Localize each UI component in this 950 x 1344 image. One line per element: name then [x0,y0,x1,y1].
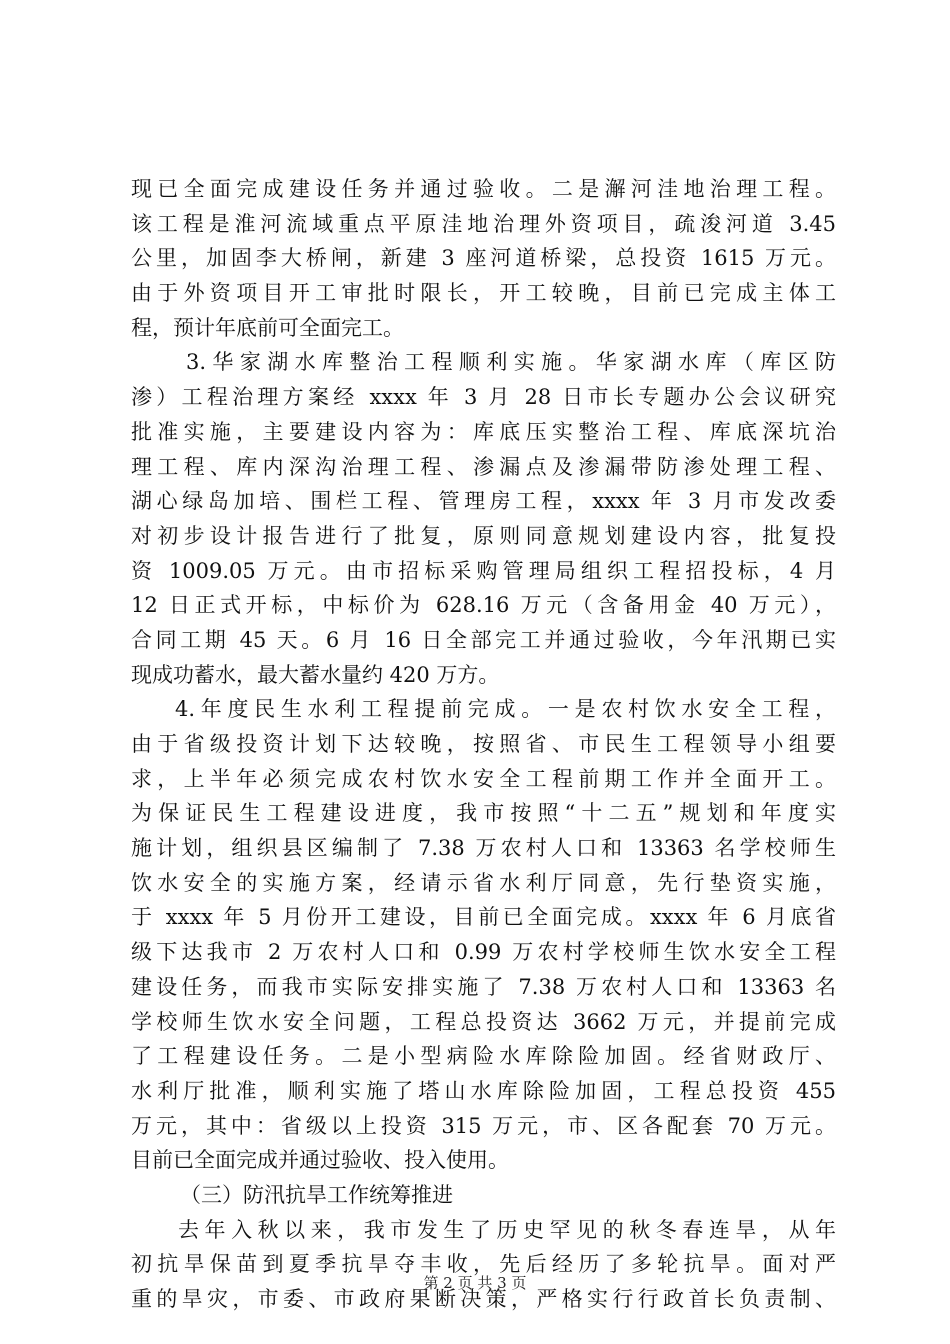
section-heading: （三）防汛抗旱工作统筹推进 [180,1182,453,1207]
page-footer [0,1272,950,1293]
paragraph-heading-line: 3.华家湖水库整治工程顺利实施。华家湖水库（库区防 [186,350,836,375]
text-line: 学校师生饮水安全问题，工程总投资达 3662 万元，并提前完成 [131,1009,836,1034]
text-line: 施计划，组织县区编制了 7.38 万农村人口和 13363 名学校师生 [131,836,836,861]
text-line: 求，上半年必须完成农村饮水安全工程前期工作并全面开工。 [131,766,836,791]
text-line: 由于外资项目开工审批时限长，开工较晚，目前已完成主体工 [131,281,836,306]
text-line: 现成功蓄水，最大蓄水量约 420 万方。 [131,662,500,687]
text-line: 水利厅批准，顺利实施了塔山水库除险加固，工程总投资 455 [131,1078,836,1103]
text-line: 合同工期 45 天。6 月 16 日全部完工并通过验收，今年汛期已实 [131,627,836,652]
text-line: 对初步设计报告进行了批复，原则同意规划建设内容，批复投 [131,523,836,548]
text-line: 现已全面完成建设任务并通过验收。二是澥河洼地治理工程。 [131,177,836,201]
text-line: 重的旱灾，市委、市政府果断决策，严格实行行政首长负责制、 [131,1287,836,1311]
text-line: 万元，其中：省级以上投资 315 万元，市、区各配套 70 万元。 [131,1113,836,1138]
document-body [131,172,836,1317]
text-line: 12 日正式开标，中标价为 628.16 万元（含备用金 40 万元）， [131,593,836,618]
text-line: 为保证民生工程建设进度，我市按照“十二五”规划和年度实 [131,801,836,826]
text-line: 理工程、库内深沟治理工程、渗漏点及渗漏带防渗处理工程、 [131,454,836,479]
text-line: 了工程建设任务。二是小型病险水库除险加固。经省财政厅、 [131,1044,836,1069]
page-number-label: 第 2 页 共 3 页 [423,1274,527,1292]
text-line: 饮水安全的实施方案，经请示省水利厅同意，先行垫资实施， [131,870,836,895]
text-line: 该工程是淮河流域重点平原洼地治理外资项目，疏浚河道 3.45 [131,211,836,236]
paragraph-heading-line: 4.年度民生水利工程提前完成。一是农村饮水安全工程， [175,697,836,722]
text-line: 渗）工程治理方案经 xxxx 年 3 月 28 日市长专题办公会议研究 [131,385,836,410]
text-line: 级下达我市 2 万农村人口和 0.99 万农村学校师生饮水安全工程 [131,940,836,965]
text-line: 于 xxxx 年 5 月份开工建设，目前已全面完成。xxxx 年 6 月底省 [131,905,836,930]
text-line: 目前已全面完成并通过验收、投入使用。 [131,1148,509,1173]
text-line: 建设任务，而我市实际安排实施了 7.38 万农村人口和 13363 名 [131,974,836,999]
text-line: 批准实施，主要建设内容为：库底压实整治工程、库底深坑治 [131,419,836,444]
text-line: 程，预计年底前可全面完工。 [131,315,404,340]
text-line: 初抗旱保苗到夏季抗旱夺丰收，先后经历了多轮抗旱。面对严 [131,1252,836,1277]
text-line: 由于省级投资计划下达较晚，按照省、市民生工程领导小组要 [131,732,836,756]
text-line: 资 1009.05 万元。由市招标采购管理局组织工程招投标，4 月 [131,558,836,583]
text-line: 公里，加固李大桥闸，新建 3 座河道桥梁，总投资 1615 万元。 [131,246,836,271]
text-line: 湖心绿岛加培、围栏工程、管理房工程，xxxx 年 3 月市发改委 [131,489,836,514]
paragraph-first-line: 去年入秋以来，我市发生了历史罕见的秋冬春连旱，从年 [178,1217,836,1242]
